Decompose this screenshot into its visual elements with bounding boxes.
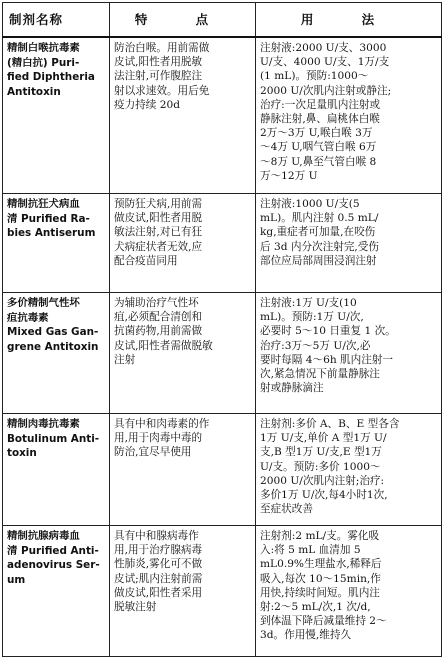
table-row: [3, 194, 442, 293]
table-row: [3, 37, 442, 194]
preparation-name: 精制肉毒抗毒素 Botulinum Anti- toxin: [7, 418, 100, 459]
features-text: 防治白喉。用前需做 皮试,阳性者用脱敏 法注射,可作腹腔注 射以求速效。用后免 疫力持续 20d: [114, 42, 210, 111]
usage-text: 注射剂:2 mL/支。雾化吸 入:将 5 mL 血清加 5 mL0.9%生理盐水,稀释后 吸入,每次 10～15min,作 用快,持续时间短。肌内注 射:2～5 mL/次,1 次/d, 到体温下降后减量维持 2～ 3d。作用慢,维持久: [260, 530, 387, 642]
usage-cell: [256, 526, 442, 657]
preparation-name: 精制抗狂犬病血 清 Purified Ra- bies Antiserum: [7, 198, 96, 239]
usage-cell: [256, 414, 442, 526]
usage-text: 注射液:1000 U/支(5 mL)。肌内注射 0.5 mL/ kg,重症者可加量,在咬伤 后 3d 内分次注射完,受伤 部位应局部周围浸润注射: [260, 198, 379, 267]
features-text: 为辅助治疗气性坏 疽,必须配合清创和 抗菌药物,用前需做 皮试,阳性者需做脱敏 注射: [114, 297, 213, 366]
features-text: 具有中和肉毒素的作 用,用于肉毒中毒的 防治,宜尽早使用: [114, 418, 210, 459]
features-text: 预防狂犬病,用前需 做皮试,阳性者用脱 敏法注射,对已有狂 犬病症状者无效,应 配合疫苗同用: [114, 198, 203, 267]
table-row: [3, 526, 442, 657]
usage-cell: [256, 293, 442, 414]
features-cell: [110, 293, 256, 414]
features-cell: [110, 37, 256, 194]
features-cell: [110, 194, 256, 293]
usage-text: 注射剂:多价 A、B、E 型各含 1万 U/支,单价 A 型1万 U/ 支,B 型1万 U/支,E 型1万 U/支。预防:多价 1000～ 2000 U/次肌内注射;治疗: 多价1万 U/次,每4小时1次, 至症状改善: [260, 418, 400, 516]
usage-text: 注射液:1万 U/支(10 mL)。预防:1万 U/次, 必要时 5～10 日重复 1 次。 治疗:3万～5万 U/次,必 要时每隔 4～6h 肌内注射一 次,紧急情况下前量静脉注 射或静脉滴注: [260, 297, 396, 395]
table-header-row: [3, 3, 442, 38]
preparation-name-cell: [3, 293, 110, 414]
usage-text: 注射液:2000 U/支、3000 U/支、4000 U/支、1万/支 (1 mL)。预防:1000～ 2000 U/次肌内注射或静注; 治疗:一次足量肌内注射或 静脉注射,鼻、扁桃体白喉 2万～3万 U,喉白喉 3万 ～4万 U,咽气管白喉 6万 ～8万 U,鼻至气管白喉 8 万～12万 U: [260, 42, 392, 182]
drug-table-page: [2, 2, 441, 642]
table-row: [3, 414, 442, 526]
preparation-name: 精制抗腺病毒血 清 Purified Anti- adenovirus Ser- um: [7, 530, 100, 586]
preparation-name-cell: [3, 526, 110, 657]
table-row: [3, 293, 442, 414]
features-text: 具有中和腺病毒作 用,用于治疗腺病毒 性肺炎,雾化可不做 皮试;肌内注射前需 做皮试,阳性者采用 脱敏注射: [114, 530, 203, 614]
usage-cell: [256, 194, 442, 293]
features-cell: [110, 414, 256, 526]
features-cell: [110, 526, 256, 657]
usage-cell: [256, 37, 442, 194]
preparation-name-cell: [3, 37, 110, 194]
preparation-name-cell: [3, 414, 110, 526]
preparation-name: 多价精制气性坏 疽抗毒素 Mixed Gas Gan- grene Antitoxin: [7, 297, 99, 353]
column-header-features: 特 点: [110, 3, 256, 38]
column-header-usage: 用 法: [256, 3, 442, 38]
antitoxin-preparations-table: [2, 2, 442, 657]
column-header-name: 制剂名称: [3, 3, 110, 38]
preparation-name-cell: [3, 194, 110, 293]
preparation-name: 精制白喉抗毒素 (精白抗) Puri- fied Diphtheria Antitoxin: [7, 42, 95, 98]
